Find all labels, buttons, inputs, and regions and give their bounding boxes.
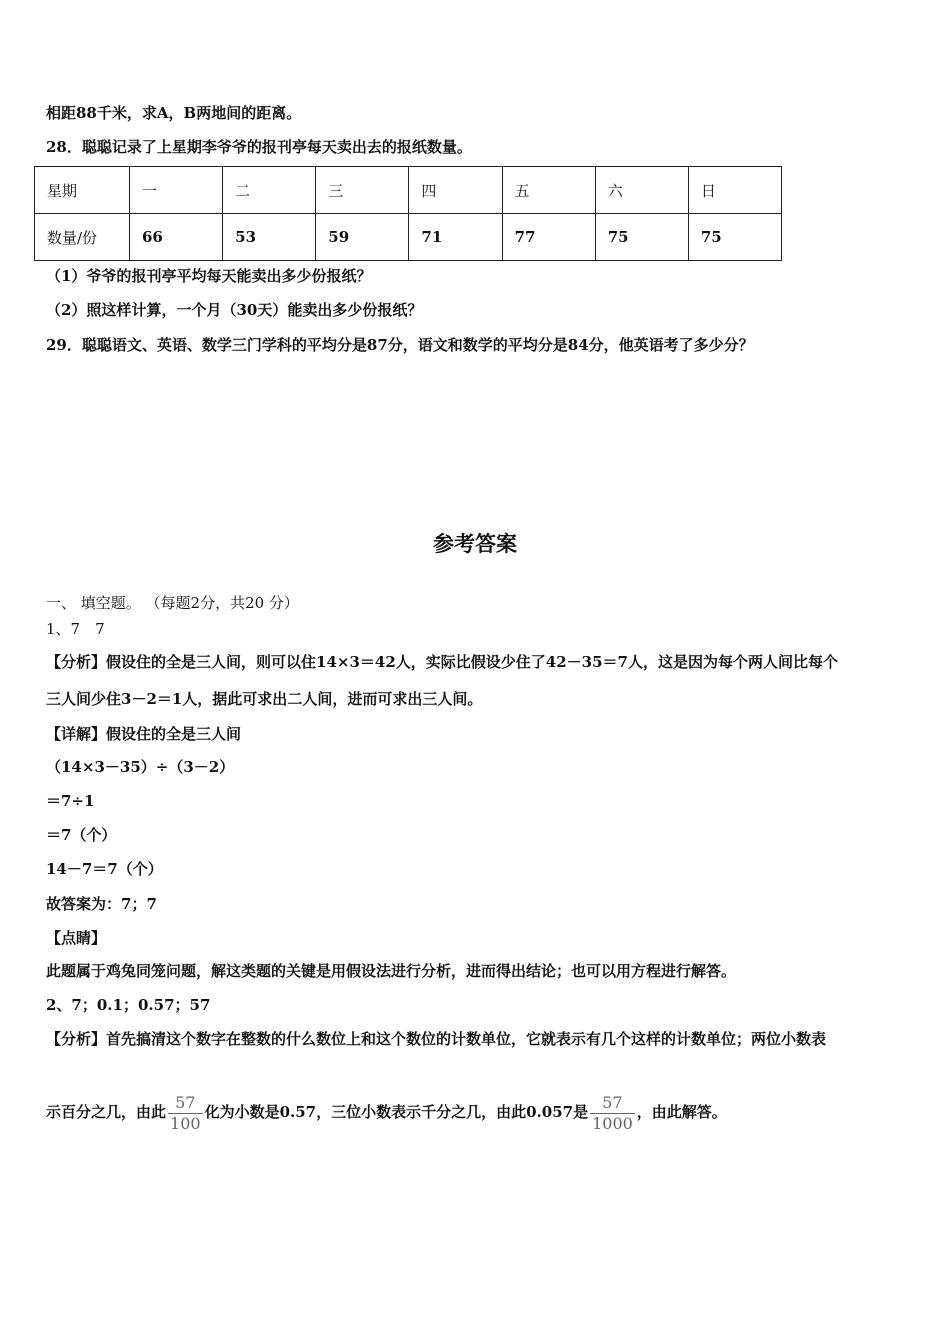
answer-2-text-part-1: 示百分之几，由此 [46,1103,167,1121]
answer-1-step-3: ＝7（个） [46,826,117,844]
table-cell: 75 [688,214,781,261]
answer-1-detail: 【详解】假设住的全是三人间 [46,725,242,743]
table-row [35,167,782,214]
fraction-numerator: 57 [168,1093,203,1114]
question-28-part-2: （2）照这样计算，一个月（30天）能卖出多少份报纸？ [46,301,423,319]
answer-2-analysis-line-2 [46,1092,727,1134]
fraction-denominator: 100 [170,1113,201,1133]
fraction-57-over-1000 [590,1093,635,1134]
answer-1-step-4: 14－7＝7（个） [46,860,163,878]
table-cell: 59 [316,214,409,261]
fraction-57-over-100 [168,1093,203,1134]
section-heading: 一、 填空题。 （每题2分，共20 分） [46,594,299,612]
answer-2-analysis-line-1: 【分析】首先搞清这个数字在整数的什么数位上和这个数位的计数单位，它就表示有几个这样的计数单位；两位小数表 [46,1030,827,1048]
answer-1-point-text: 此题属于鸡兔同笼问题，解这类题的关键是用假设法进行分析，进而得出结论；也可以用方程进行解答。 [46,962,737,980]
answer-1-step-1: （14×3－35）÷（3－2） [46,758,235,776]
answer-1-step-2: ＝7÷1 [46,792,95,810]
table-cell: 四 [409,167,502,214]
answer-2-text-part-3: ，由此解答。 [636,1103,727,1121]
question-29: 29．聪聪语文、英语、数学三门学科的平均分是87分，语文和数学的平均分是84分，他英语考了多少分？ [46,336,754,354]
table-cell: 日 [688,167,781,214]
fraction-denominator: 1000 [592,1113,633,1133]
table-cell: 三 [316,167,409,214]
table-cell: 六 [595,167,688,214]
question-28-part-1: （1）爷爷的报刊亭平均每天能卖出多少份报纸？ [46,267,372,285]
answer-1-analysis-line-2: 三人间少住3－2＝1人，据此可求出二人间，进而可求出三人间。 [46,690,483,708]
problem-text-distance: 相距88千米，求A，B两地间的距离。 [46,104,302,122]
answer-1-result: 故答案为：7；7 [46,895,157,913]
table-cell: 71 [409,214,502,261]
fraction-numerator: 57 [590,1093,635,1114]
table-row [35,214,782,261]
table-cell: 一 [130,167,223,214]
table-cell: 二 [223,167,316,214]
table-cell: 75 [595,214,688,261]
answer-2-text-part-2: 化为小数是0.57，三位小数表示千分之几，由此0.057是 [204,1103,589,1121]
table-cell: 53 [223,214,316,261]
answer-1-point-heading: 【点睛】 [46,929,107,947]
table-cell: 66 [130,214,223,261]
question-28: 28．聪聪记录了上星期李爷爷的报刊亭每天卖出去的报纸数量。 [46,138,472,156]
table-cell: 77 [502,214,595,261]
answers-title: 参考答案 [433,532,517,556]
answer-1: 1、7 7 [46,620,105,638]
table-cell: 五 [502,167,595,214]
newspaper-sales-table [34,166,782,261]
table-cell: 数量/份 [35,214,130,261]
answer-1-analysis-line-1: 【分析】假设住的全是三人间，则可以住14×3＝42人，实际比假设少住了42－35＝7人，这是因为每个两人间比每个 [46,653,838,671]
answer-2: 2、7；0.1；0.57；57 [46,996,211,1014]
table-cell: 星期 [35,167,130,214]
